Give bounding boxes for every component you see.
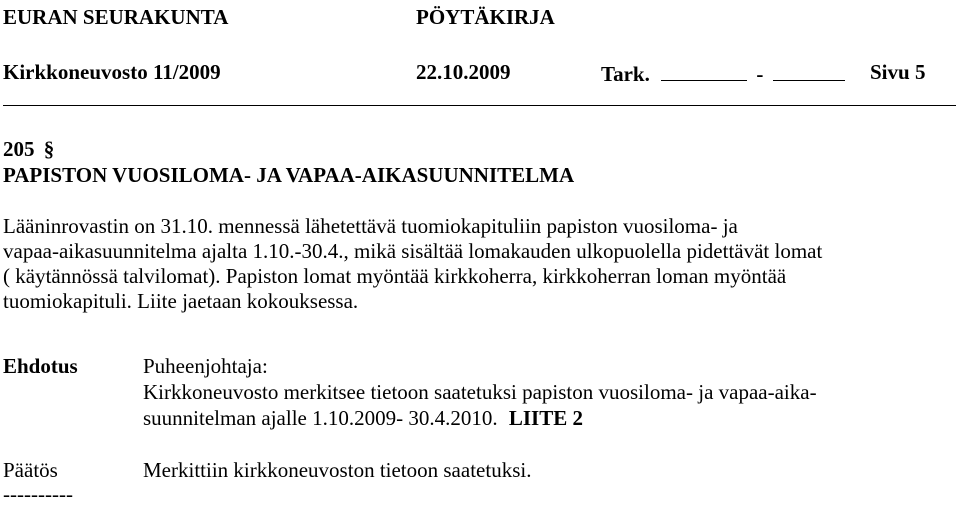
checker-signature-line-2 — [773, 60, 845, 81]
checked-by — [601, 60, 845, 86]
proposal-text-line-2 — [143, 406, 583, 430]
decision-label: Päätös — [3, 458, 58, 482]
decision-text: Merkittiin kirkkoneuvoston tietoon saatetuksi. — [143, 458, 532, 482]
footer-dashes: ---------- — [3, 482, 73, 506]
document-type: PÖYTÄKIRJA — [416, 5, 555, 29]
attachment-reference: LIITE 2 — [508, 406, 583, 430]
proposal-text-line-2-content: suunnitelman ajalle 1.10.2009- 30.4.2010. — [143, 406, 498, 430]
checked-separator: - — [756, 62, 764, 86]
section-symbol: § — [43, 137, 55, 161]
proposal-speaker: Puheenjohtaja: — [143, 354, 268, 378]
organization-name: EURAN SEURAKUNTA — [3, 5, 229, 29]
checked-label: Tark. — [601, 62, 650, 86]
body-line-3: ( käytännössä talvilomat). Papiston lomat myöntää kirkkoherra, kirkkoherran loman myöntää — [3, 264, 787, 288]
body-line-2: vapaa-aikasuunnitelma ajalta 1.10.-30.4., mikä sisältää lomakauden ulkopuolella pidettävät lomat — [3, 239, 823, 263]
item-number — [3, 137, 54, 161]
proposal-label: Ehdotus — [3, 354, 78, 378]
checker-signature-line — [661, 60, 747, 81]
page-number: Sivu 5 — [870, 60, 926, 84]
proposal-text-line-1: Kirkkoneuvosto merkitsee tietoon saatetuksi papiston vuosiloma- ja vapaa-aika- — [143, 380, 817, 404]
item-title: PAPISTON VUOSILOMA- JA VAPAA-AIKASUUNNITELMA — [3, 163, 575, 187]
header-rule — [3, 105, 956, 106]
item-number-value: 205 — [3, 137, 35, 161]
meeting-date: 22.10.2009 — [416, 60, 511, 84]
body-line-1: Lääninrovastin on 31.10. mennessä lähetettävä tuomiokapituliin papiston vuosiloma- ja — [3, 214, 738, 238]
body-line-4: tuomiokapituli. Liite jaetaan kokouksessa. — [3, 289, 359, 313]
meeting-body: Kirkkoneuvosto 11/2009 — [3, 60, 221, 84]
